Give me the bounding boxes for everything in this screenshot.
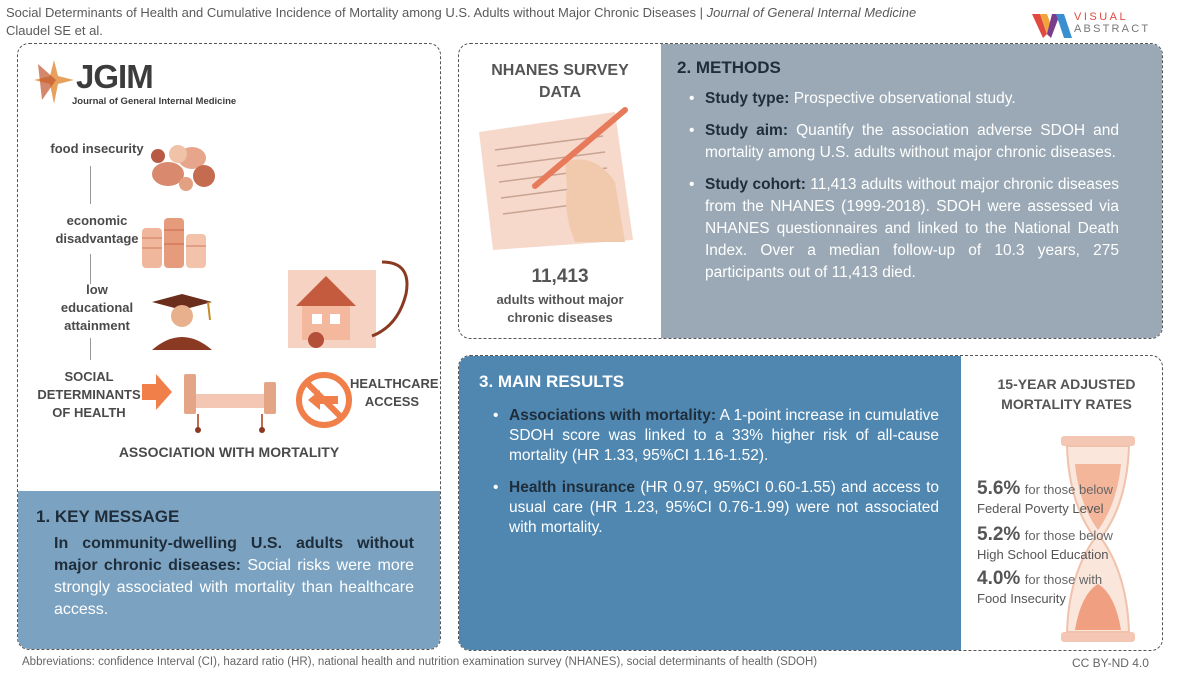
rate-food-insecurity: 4.0% for those with Food Insecurity [977,568,1103,606]
authors: Claudel SE et al. [6,23,103,38]
hospital-bed-icon [180,370,280,434]
visual-abstract-brand [1074,11,1150,35]
connector-line [90,166,91,204]
sdoh-label: SOCIAL DETERMINANTS OF HEALTH [37,369,141,420]
rate-education: 5.2% for those below High School Education [977,524,1113,562]
nhanes-title: NHANES SURVEY DATA [491,62,629,101]
results-box [459,356,961,651]
rate-poverty: 5.6% for those below Federal Poverty Level [977,478,1113,516]
connector-line [90,254,91,284]
key-message-text: In community-dwelling U.S. adults without major chronic diseases: Social risks were more strongly associated with mortality than healthcare access. [54,535,414,618]
results-item-insurance: • Health insurance (HR 0.97, 95%CI 0.60-1.55) and access to usual care (HR 1.23, 95%CI 0.76-1.99) were not associated with mortality. [491,478,939,538]
mortality-rates-title: 15-YEAR ADJUSTED MORTALITY RATES [997,376,1136,412]
factor-food-insecurity: food insecurity [50,141,144,156]
key-message-heading: 1. KEY MESSAGE [36,507,180,526]
cohort-caption: adults without major chronic diseases [496,292,624,325]
coins-icon [136,214,216,272]
house-stethoscope-icon [286,254,418,350]
food-icon [148,136,220,194]
factor-economic-disadvantage: economic disadvantage [55,213,139,246]
results-heading: 3. MAIN RESULTS [479,372,625,391]
methods-item-study-aim: • Study aim: Quantify the association adverse SDOH and mortality among U.S. adults without major chronic diseases. [687,120,1119,164]
methods-item-study-cohort: • Study cohort: 11,413 adults without major chronic diseases from the NHANES (1999-2018). SDOH were assessed via NHANES questionnaires and linked to the National Death Index. Over a median follow-up of 10.3 years, 275 participants out of 11,413 died. [687,174,1119,284]
connector-line [90,338,91,360]
brand-line-2: ABSTRACT [1074,23,1151,35]
jgim-subtitle: Journal of General Internal Medicine [72,96,237,107]
jgim-star-icon [32,56,76,108]
abbreviations: Abbreviations: confidence Interval (CI), hazard ratio (HR), national health and nutrition examination survey (NHANES), social determinants of health (SDOH) [22,656,818,668]
arrow-right-icon [142,374,172,410]
factor-low-education: low educational attainment [60,282,134,333]
title-text: Social Determinants of Health and Cumulative Incidence of Mortality among U.S. Adults without Major Chronic Diseases | [6,5,707,20]
methods-list [687,88,1119,294]
no-access-icon [294,370,354,430]
cohort-count: 11,413 [531,266,589,287]
graduate-icon [144,292,220,350]
jgim-logo [32,56,242,116]
healthcare-access-label: HEALTHCARE ACCESS [350,376,439,409]
license: CC BY-ND 4.0 [1072,656,1149,670]
key-message-box [18,491,440,650]
results-item-associations: • Associations with mortality: A 1-point increase in cumulative SDOH score was linked to a 33% higher risk of all-cause mortality (HR 1.33, 95%CI 1.16-1.52). [491,406,939,466]
survey-form-icon [475,102,647,252]
methods-panel [458,43,1163,339]
left-panel [17,43,441,650]
jgim-name: JGIM [76,58,153,95]
brand-line-1: VISUAL [1074,11,1129,23]
methods-box [661,44,1163,339]
abstract-title [6,5,916,20]
association-title: ASSOCIATION WITH MORTALITY [118,444,340,460]
journal-name: Journal of General Internal Medicine [706,5,917,20]
results-list [491,406,939,550]
methods-heading: 2. METHODS [677,58,781,77]
methods-item-study-type: • Study type: Prospective observational study. [687,88,1119,110]
results-panel [458,355,1163,651]
